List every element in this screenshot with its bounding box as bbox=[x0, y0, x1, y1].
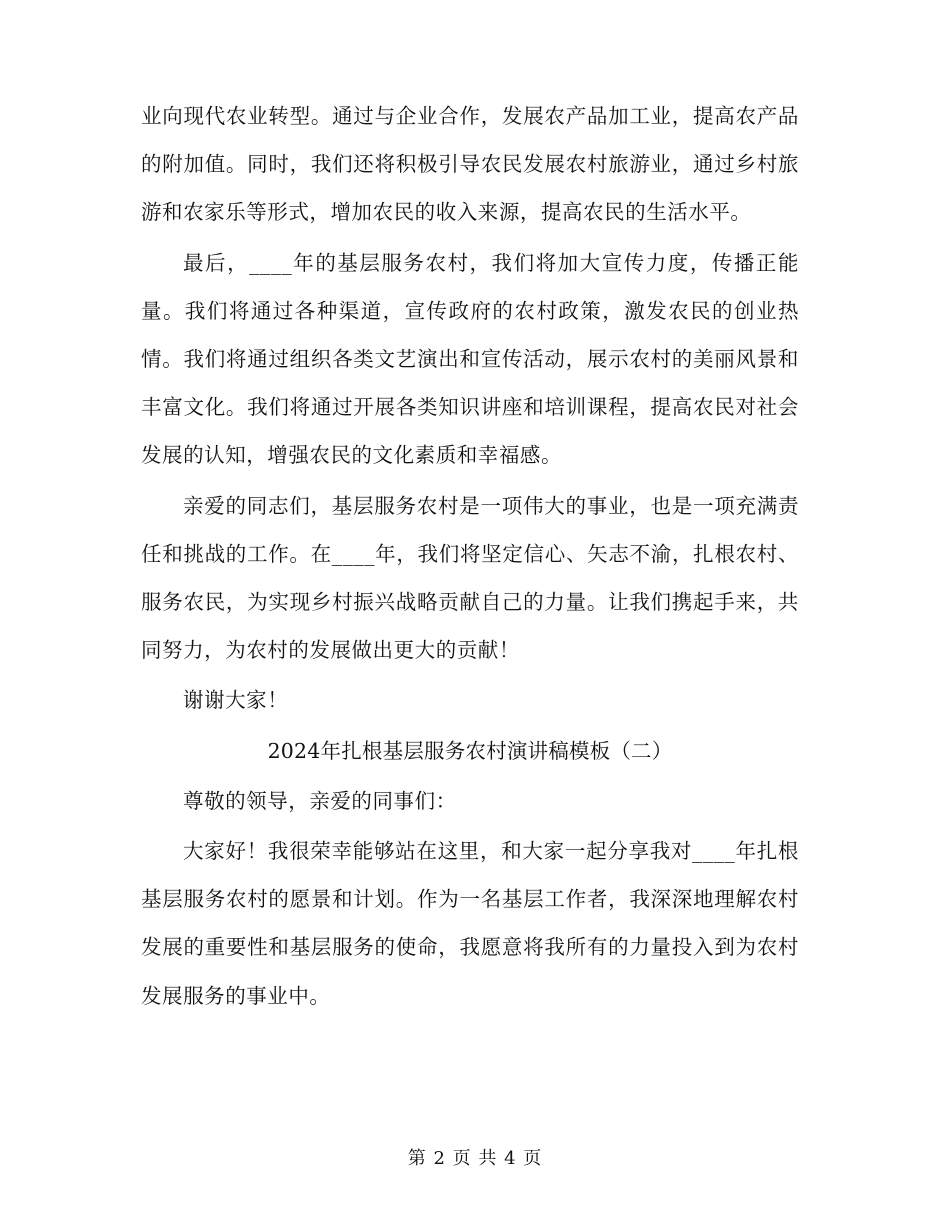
section-title: 2024年扎根基层服务农村演讲稿模板（二） bbox=[267, 738, 673, 763]
paragraph-closing: 亲爱的同志们，基层服务农村是一项伟大的事业，也是一项充满责任和挑战的工作。在____年，我们将坚定信心、矢志不渝，扎根农村、服务农民，为实现乡村振兴战略贡献自己的力量。让我们携起手来，共同努力，为农村的发展做出更大的贡献！ bbox=[141, 493, 799, 663]
page-footer: 第 2 页 共 4 页 bbox=[407, 1148, 543, 1169]
paragraph-thanks: 谢谢大家！ bbox=[183, 688, 289, 713]
paragraph-intro: 大家好！我很荣幸能够站在这里，和大家一起分享我对____年扎根基层服务农村的愿景和计划。作为一名基层工作者，我深深地理解农村发展的重要性和基层服务的使命，我愿意将我所有的力量投入到为农村发展服务的事业中。 bbox=[141, 839, 799, 1008]
paragraph-continuation: 业向现代农业转型。通过与企业合作，发展农产品加工业，提高农产品的附加值。同时，我们还将积极引导农民发展农村旅游业，通过乡村旅游和农家乐等形式，增加农民的收入来源，提高农民的生活水平。 bbox=[141, 104, 799, 225]
paragraph-publicity: 最后，____年的基层服务农村，我们将加大宣传力度，传播正能量。我们将通过各种渠道，宣传政府的农村政策，激发农民的创业热情。我们将通过组织各类文艺演出和宣传活动，展示农村的美丽风景和丰富文化。我们将通过开展各类知识讲座和培训课程，提高农民对社会发展的认知，增强农民的文化素质和幸福感。 bbox=[141, 250, 799, 468]
document-body bbox=[141, 92, 799, 1022]
salutation: 尊敬的领导，亲爱的同事们： bbox=[183, 788, 457, 813]
